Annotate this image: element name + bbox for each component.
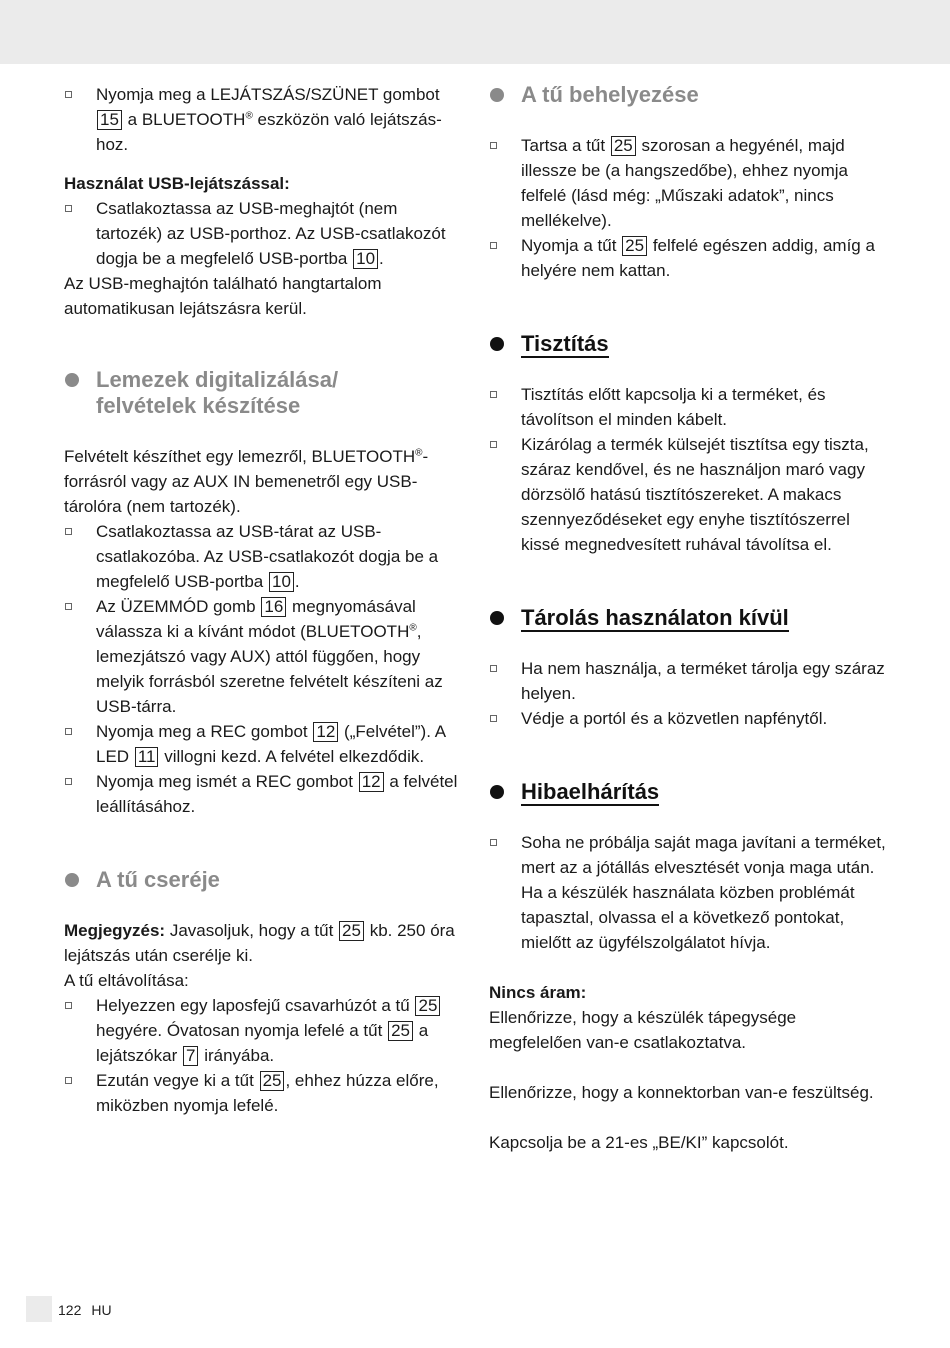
list-item: Tisztítás előtt kapcsolja ki a terméket, és távolítson el minden kábelt.	[489, 382, 889, 432]
usb-heading: Használat USB-lejátszással:	[64, 174, 290, 193]
ref-number: 25	[415, 996, 440, 1016]
section-heading-cleaning: Tisztítás	[489, 331, 889, 357]
page-footer	[58, 1299, 122, 1321]
list-item: Nyomja meg a REC gombot 12 („Felvétel”). A LED 11 villogni kezd. A felvétel elkezdődik.	[64, 719, 464, 769]
ref-number: 10	[269, 572, 294, 592]
list-item: Soha ne próbálja saját maga javítani a terméket, mert az a jótállás elvesztését vonja maga után. Ha a készülék használata közben problémát tapasztal, olvassa el a következő pontokat, mielőtt az ügyfélszolgálatot hívja.	[489, 830, 889, 955]
note-paragraph: Megjegyzés: Javasoljuk, hogy a tűt 25 kb. 250 óra lejátszás után cserélje ki.	[64, 921, 455, 965]
section-heading-needle-insert: A tű behelyezése	[489, 82, 889, 108]
list-item: Nyomja meg a LEJÁTSZÁS/SZÜNET gombot 15 a BLUETOOTH® eszközön való lejátszás-hoz.	[64, 82, 464, 157]
list-item: Az ÜZEMMÓD gomb 16 megnyomásával válassza ki a kívánt módot (BLUETOOTH®, lemezjátszó vagy AUX) attól függően, hogy melyik forrásból szeretne felvételt készíteni az USB-tárra.	[64, 594, 464, 719]
list-item: Nyomja a tűt 25 felfelé egészen addig, amíg a helyére nem kattan.	[489, 233, 889, 283]
remove-label: A tű eltávolítása:	[64, 971, 189, 990]
list-item: Tartsa a tűt 25 szorosan a hegyénél, majd illessze be (a hangszedőbe), ehhez nyomja felfelé (lásd még: „Műszaki adatok”, nincs mellékelve).	[489, 133, 889, 233]
header-bar	[0, 0, 950, 64]
ref-number: 25	[611, 136, 636, 156]
section-heading-needle-replace: A tű cseréje	[64, 867, 464, 893]
list-item: Helyezzen egy laposfejű csavarhúzót a tű 25 hegyére. Óvatosan nyomja lefelé a tűt 25 a lejátszókar 7 irányába.	[64, 993, 464, 1068]
section-heading-troubleshooting: Hibaelhárítás	[489, 779, 889, 805]
ref-number: 12	[359, 772, 384, 792]
ref-number: 15	[97, 110, 122, 130]
ref-number: 25	[622, 236, 647, 256]
list-item: Kizárólag a termék külsejét tisztítsa egy tiszta, száraz kendővel, és ne használjon maró vagy dörzsölő hatású tisztítószereket. A makacs szennyeződéseket egy enyhe tisztítószerrel kissé megnedvesített ruhával távolítsa el.	[489, 432, 889, 557]
ref-number: 12	[313, 722, 338, 742]
ref-number: 7	[183, 1046, 198, 1066]
list-item: Csatlakoztassa az USB-meghajtót (nem tartozék) az USB-porthoz. Az USB-csatlakozót dogja be a megfelelő USB-portba 10 .	[64, 196, 464, 271]
ref-number: 11	[135, 747, 159, 767]
troubleshoot-paragraph: Ellenőrizze, hogy a konnektorban van-e feszültség.	[489, 1083, 874, 1102]
troubleshoot-paragraph: Ellenőrizze, hogy a készülék tápegysége megfelelően van-e csatlakoztatva.	[489, 1008, 797, 1052]
right-column	[489, 82, 889, 1155]
list-item: Ezután vegye ki a tűt 25 , ehhez húzza előre, miközben nyomja lefelé.	[64, 1068, 464, 1118]
list-item: Csatlakoztassa az USB-tárat az USB-csatlakozóba. Az USB-csatlakozót dogja be a megfelelő USB-portba 10 .	[64, 519, 464, 594]
no-power-heading: Nincs áram:	[489, 983, 587, 1002]
language-code: HU	[91, 1302, 112, 1318]
ref-number: 25	[388, 1021, 413, 1041]
ref-number: 10	[353, 249, 378, 269]
left-column	[64, 82, 464, 1118]
ref-number: 16	[261, 597, 286, 617]
list-item: Ha nem használja, a terméket tárolja egy száraz helyen.	[489, 656, 889, 706]
page-number-marker	[26, 1296, 52, 1322]
usb-paragraph: Az USB-meghajtón található hangtartalom automatikusan lejátszásra kerül.	[64, 274, 382, 318]
troubleshoot-paragraph: Kapcsolja be a 21-es „BE/KI” kapcsolót.	[489, 1133, 789, 1152]
page-number: 122	[58, 1302, 82, 1318]
digitize-intro: Felvételt készíthet egy lemezről, BLUETOOTH®-forrásról vagy az AUX IN bemenetről egy USB-tárolóra (nem tartozék).	[64, 447, 429, 516]
ref-number: 25	[260, 1071, 285, 1091]
list-item: Védje a portól és a közvetlen napfénytől.	[489, 706, 889, 731]
section-heading-storage: Tárolás használaton kívül	[489, 605, 889, 631]
section-heading-digitize: Lemezek digitalizálása/ felvételek készítése	[64, 367, 464, 419]
list-item: Nyomja meg ismét a REC gombot 12 a felvétel leállításához.	[64, 769, 464, 819]
ref-number: 25	[339, 921, 364, 941]
